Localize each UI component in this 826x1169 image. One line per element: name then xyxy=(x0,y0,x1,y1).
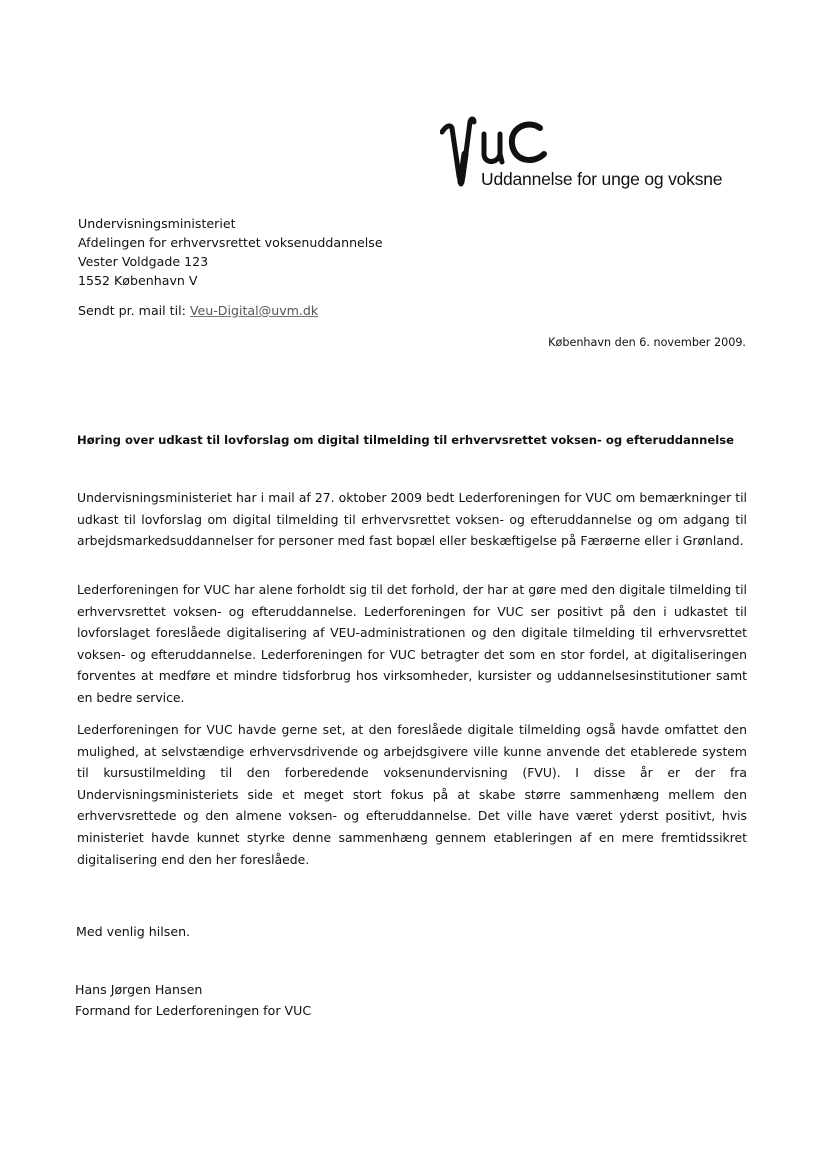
recipient-line: Afdelingen for erhvervsrettet voksenuddannelse xyxy=(78,235,383,250)
sent-prefix: Sendt pr. mail til: xyxy=(78,303,190,318)
sent-by-mail-line xyxy=(78,303,318,318)
signer-name: Hans Jørgen Hansen xyxy=(75,982,203,997)
recipient-line: Undervisningsministeriet xyxy=(78,216,236,231)
body-paragraph: Lederforeningen for VUC har alene forholdt sig til det forhold, der har at gøre med den digitale tilmelding til erhvervsrettet voksen- og efteruddannelse. Lederforeningen for VUC ser positivt på den i udkastet til lovforslaget foreslåede digitalisering af VEU-administrationen og den digitale tilmelding til erhvervsrettet voksen- og efteruddannelse. Lederforeningen for VUC betragter det som en stor fordel, at digitaliseringen forventes at medføre et mindre tidsforbrug hos virksomheder, kursister og uddannelsesinstitutioner samt en bedre service. xyxy=(77,582,747,705)
body-paragraph: Lederforeningen for VUC havde gerne set, at den foreslåede digitale tilmelding også havde omfattet den mulighed, at selvstændige erhvervsdrivende og arbejdsgivere ville kunne anvende det etablerede system til kursustilmelding til den forberedende voksenundervisning (FVU). I disse år er der fra Undervisningsministeriets side et meget stort fokus på at skabe større sammenhæng mellem den erhvervsrettede og den almene voksen- og efteruddannelse. Det ville have været yderst positivt, hvis ministeriet havde kunnet styrke denne sammenhæng gennem etableringen af en mere fremtidssikret digitalisering end den her foreslåede. xyxy=(77,722,747,867)
vuc-logo xyxy=(440,114,730,194)
signer-title: Formand for Lederforeningen for VUC xyxy=(75,1003,312,1018)
recipient-address xyxy=(78,214,383,290)
recipient-line: 1552 København V xyxy=(78,273,198,288)
body-paragraph: Undervisningsministeriet har i mail af 27. oktober 2009 bedt Lederforeningen for VUC om bemærkninger til udkast til lovforslag om digital tilmelding til erhvervsrettet voksen- og efteruddannelse og om adgang til arbejdsmarkedsuddannelser for personer med fast bopæl eller beskæftigelse på Færøerne eller i Grønland. xyxy=(77,490,747,549)
recipient-line: Vester Voldgade 123 xyxy=(78,254,209,269)
email-link[interactable]: Veu-Digital@uvm.dk xyxy=(189,303,319,318)
signature-block xyxy=(75,979,311,1021)
closing-greeting: Med venlig hilsen. xyxy=(76,924,191,939)
letter-date: København den 6. november 2009. xyxy=(548,336,746,349)
logo-tagline: Uddannelse for unge og voksne xyxy=(481,169,723,189)
letter-subject: Høring over udkast til lovforslag om digital tilmelding til erhvervsrettet voksen- og efteruddannelse xyxy=(77,433,734,447)
